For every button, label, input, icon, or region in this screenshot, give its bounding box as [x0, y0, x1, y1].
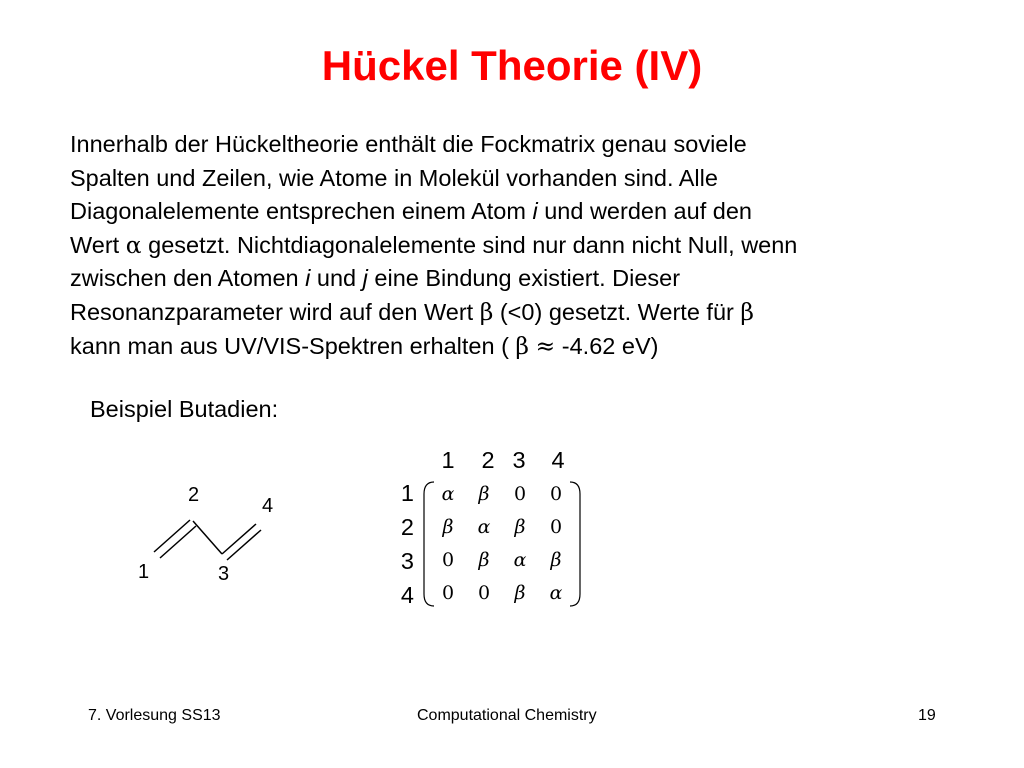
index-i-symbol: i — [532, 198, 538, 225]
slide-title: Hückel Theorie (IV) — [321, 42, 703, 89]
body-text-fragment: kann man aus UV/VIS-Spektren erhalten ( — [70, 332, 516, 359]
body-text-fragment: und werden auf den — [537, 198, 752, 225]
body-text-fragment: Wert — [70, 231, 126, 258]
alpha-symbol: α — [125, 230, 142, 259]
body-line-6 — [70, 296, 970, 330]
matrix-cell: β — [514, 582, 526, 604]
matrix-cell: α — [441, 483, 455, 505]
approx-symbol: ≈ — [535, 331, 556, 360]
matrix-cell: β — [478, 483, 490, 505]
body-line-4 — [70, 229, 970, 263]
beta-symbol: β — [515, 331, 530, 360]
example-label: Beispiel Butadien: — [90, 396, 279, 422]
matrix-cell: β — [442, 516, 454, 538]
beta-symbol: β — [740, 297, 754, 326]
body-text-fragment: eine Bindung existiert. Dieser — [367, 265, 681, 292]
bond-2-3 — [193, 521, 222, 554]
beta-symbol: β — [479, 297, 494, 326]
matrix-row-header: 4 — [400, 582, 414, 608]
index-i-symbol: i — [305, 265, 311, 292]
matrix-column-header: 1 — [441, 447, 455, 473]
matrix-cell: 0 — [477, 582, 491, 604]
body-line-7 — [70, 330, 970, 364]
body-text-fragment: -4.62 eV) — [555, 332, 659, 359]
matrix-cell: α — [477, 516, 491, 538]
matrix-row-header: 1 — [400, 480, 414, 506]
body-paragraph — [70, 128, 970, 363]
matrix-cell: β — [478, 549, 490, 571]
atom-label-3: 3 — [218, 563, 230, 585]
body-line-5 — [70, 262, 970, 296]
body-text-fragment: (<0) gesetzt. Werte für — [493, 298, 741, 325]
body-text-fragment: zwischen den Atomen — [70, 265, 306, 292]
footer-page-number: 19 — [918, 707, 936, 724]
matrix-cell: 0 — [441, 582, 455, 604]
body-text-fragment: gesetzt. Nichtdiagonalelemente sind nur dann nicht Null, wenn — [141, 231, 798, 258]
atom-label-1: 1 — [138, 561, 150, 583]
matrix-cell: α — [513, 549, 527, 571]
matrix-column-header: 3 — [512, 447, 526, 473]
body-text-fragment: Resonanzparameter wird auf den Wert — [70, 298, 480, 325]
matrix-cell: β — [550, 549, 562, 571]
matrix-cell: 0 — [513, 483, 527, 505]
butadiene-structure — [110, 470, 310, 590]
body-text-fragment: Diagonalelemente entsprechen einem Atom — [70, 198, 533, 225]
atom-label-2: 2 — [188, 484, 200, 506]
footer-left: 7. Vorlesung SS13 — [88, 707, 221, 724]
footer-center: Computational Chemistry — [417, 707, 597, 724]
matrix-cell: α — [549, 582, 563, 604]
body-line-1: Innerhalb der Hückeltheorie enthält die Fockmatrix genau soviele — [70, 131, 747, 157]
matrix-cell: 0 — [549, 483, 563, 505]
atom-label-4: 4 — [262, 495, 274, 517]
matrix-column-header: 4 — [551, 447, 565, 473]
body-text-fragment: und — [310, 265, 363, 292]
matrix-column-header: 2 — [481, 447, 495, 473]
body-line-2: Spalten und Zeilen, wie Atome in Molekül vorhanden sind. Alle — [70, 164, 718, 191]
index-j-symbol: j — [362, 265, 368, 292]
matrix-cell: 0 — [549, 516, 563, 538]
matrix-row-header: 3 — [400, 548, 414, 574]
matrix-cell: 0 — [441, 549, 455, 571]
matrix-cell: β — [514, 516, 526, 538]
matrix-row-header: 2 — [400, 514, 414, 540]
body-line-3 — [70, 195, 970, 229]
